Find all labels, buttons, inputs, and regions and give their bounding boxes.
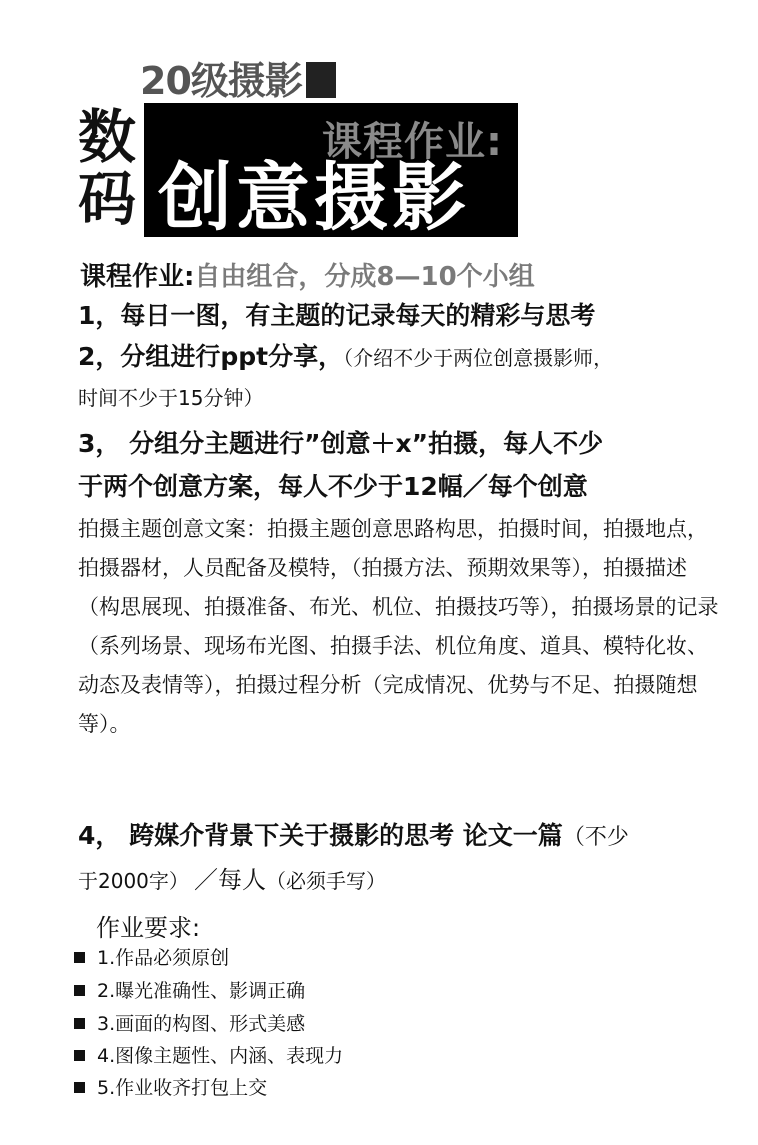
requirement-text: 2.曝光准确性、影调正确 (97, 980, 306, 1002)
task-3-line2: 于两个创意方案，每人不少于12幅／每个创意 (78, 472, 588, 501)
bullet-icon (74, 1018, 85, 1029)
requirement-item (74, 1009, 305, 1036)
bullet-icon (74, 952, 85, 963)
bullet-icon (74, 1050, 85, 1061)
requirement-item (74, 1073, 267, 1100)
task-4-note: （不少 (562, 825, 629, 850)
task-3-line1: 3， 分组分主题进行”创意＋x”拍摄，每人不少 (78, 429, 604, 458)
requirement-item (74, 1041, 343, 1068)
page-title: 创意摄影 (158, 155, 470, 241)
task-2 (78, 337, 613, 373)
task-4-main: 4， 跨媒介背景下关于摄影的思考 论文一篇 (78, 821, 563, 850)
assignment-label: 课程作业: (80, 262, 195, 292)
task-3-description: 拍摄主题创意文案：拍摄主题创意思路构思，拍摄时间，拍摄地点，拍摄器材，人员配备及模特，（拍摄方法、预期效果等），拍摄描述（构思展现、拍摄准备、布光、机位、拍摄技巧等），拍摄场景的记录（系列场景、现场布光图、拍摄手法、机位角度、道具、模特化妆、动态及表情等），拍摄过程分析（完成情况、优势与不足、拍摄随想等）。 (78, 517, 719, 736)
task-4-per-person: ／每人 (194, 866, 266, 894)
task-4-line2 (78, 860, 386, 895)
requirement-text: 4.图像主题性、内涵、表现力 (97, 1045, 344, 1067)
vertical-label (78, 103, 137, 233)
task-4-line1 (78, 816, 629, 852)
bullet-icon (74, 985, 85, 996)
square-decoration (306, 62, 336, 98)
grade-label (140, 50, 336, 105)
task-2-note-cont: 时间不少于15分钟） (78, 386, 264, 410)
grade-label-text: 20级摄影 (140, 59, 302, 103)
vertical-char-2: 码 (78, 165, 137, 233)
requirement-text: 1.作品必须原创 (97, 947, 230, 969)
requirements-title: 作业要求: (96, 914, 201, 942)
homework-label: 课程作业: (322, 119, 503, 165)
task-2-main: 2，分组进行ppt分享， (78, 342, 344, 371)
vertical-char-1: 数 (78, 103, 137, 171)
requirement-item (74, 976, 305, 1003)
task-4-handwritten: （必须手写） (266, 869, 386, 893)
requirement-text: 3.画面的构图、形式美感 (97, 1013, 306, 1035)
task-4-count: 于2000字） (78, 869, 189, 893)
task-2-note: （介绍不少于两位创意摄影师， (343, 346, 614, 370)
requirement-item (74, 943, 229, 970)
task-1: 1，每日一图，有主题的记录每天的精彩与思考 (78, 301, 596, 330)
bullet-icon (74, 1082, 85, 1093)
assignment-line (80, 256, 535, 293)
assignment-detail: 自由组合，分成8—10个小组 (194, 262, 535, 292)
requirement-text: 5.作业收齐打包上交 (97, 1077, 268, 1099)
